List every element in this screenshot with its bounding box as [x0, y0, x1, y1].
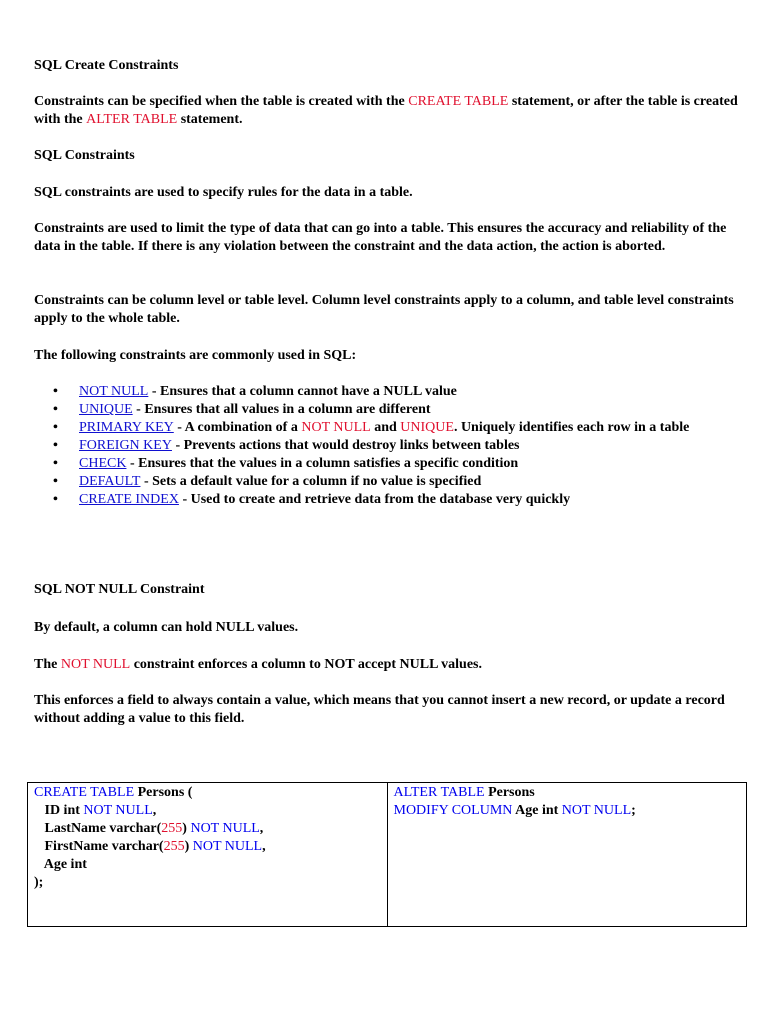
bullet-icon: •	[53, 402, 58, 417]
list-item	[34, 401, 734, 419]
code-line: Age int	[34, 857, 87, 872]
intro-text-1: Constraints can be specified when the table is created with the	[34, 94, 409, 109]
code-text: FirstName varchar(	[34, 839, 164, 854]
unique-link[interactable]: UNIQUE	[79, 402, 133, 417]
list-intro: The following constraints are commonly used in SQL:	[34, 348, 357, 363]
list-item-desc: - Ensures that a column cannot have a NULL value	[148, 384, 457, 399]
bullet-icon: •	[53, 456, 58, 471]
create-index-link[interactable]: CREATE INDEX	[79, 492, 179, 507]
list-item	[34, 473, 734, 491]
code-line: );	[34, 875, 44, 890]
sql-keyword: NOT NULL	[192, 839, 263, 854]
bullet-icon: •	[53, 474, 58, 489]
paragraph-not-null	[34, 656, 744, 674]
alter-table-code-cell	[387, 783, 747, 927]
not-null-heading: SQL NOT NULL Constraint	[34, 582, 205, 597]
sql-keyword: MODIFY COLUMN	[393, 803, 513, 818]
sql-keyword: NOT NULL	[561, 803, 632, 818]
code-examples-table	[27, 782, 747, 927]
code-text: Persons	[484, 785, 535, 800]
code-text: Persons (	[134, 785, 193, 800]
list-item	[34, 383, 734, 401]
sql-keyword: CREATE TABLE	[34, 785, 135, 800]
section-heading: SQL Constraints	[34, 148, 135, 163]
default-link[interactable]: DEFAULT	[79, 474, 141, 489]
code-line	[34, 802, 381, 820]
text-post: constraint enforces a column to NOT accept NULL values.	[130, 657, 482, 672]
code-text: ;	[631, 803, 636, 818]
list-item-desc: - Used to create and retrieve data from the database very quickly	[178, 492, 571, 507]
code-number: 255	[161, 821, 183, 836]
code-line	[34, 838, 381, 856]
code-line	[394, 784, 741, 802]
code-line	[34, 820, 381, 838]
intro-text-3: statement.	[177, 112, 243, 127]
constraints-list	[34, 383, 734, 509]
code-line	[394, 802, 741, 820]
code-line	[34, 784, 381, 802]
list-item	[34, 491, 734, 509]
list-item-desc: - Sets a default value for a column if no value is specified	[140, 474, 482, 489]
paragraph-enforce: This enforces a field to always contain a value, which means that you cannot insert a new record, or update a record without adding a value to this field.	[34, 693, 725, 726]
code-text: )	[182, 821, 191, 836]
unique-keyword: UNIQUE	[400, 420, 454, 435]
sql-keyword: NOT NULL	[83, 803, 153, 818]
paragraph-levels: Constraints can be column level or table level. Column level constraints apply to a column, and table level constraints apply to the whole table.	[34, 293, 734, 326]
paragraph-limits: Constraints are used to limit the type of data that can go into a table. This ensures the accuracy and reliability of the data in the table. If there is any violation between the constraint and the data action, the action is aborted.	[34, 221, 727, 254]
list-item-desc: - A combination of a	[173, 420, 302, 435]
code-text: ,	[262, 839, 266, 854]
list-item	[34, 455, 734, 473]
list-item-desc: - Prevents actions that would destroy links between tables	[171, 438, 520, 453]
text-pre: The	[34, 657, 61, 672]
code-text: Age int	[512, 803, 562, 818]
code-text: ID int	[34, 803, 84, 818]
check-link[interactable]: CHECK	[79, 456, 127, 471]
list-item	[34, 419, 734, 437]
code-text: )	[184, 839, 193, 854]
create-table-code-cell	[28, 783, 388, 927]
list-item-desc: - Ensures that the values in a column satisfies a specific condition	[126, 456, 519, 471]
sql-keyword: ALTER TABLE	[393, 785, 485, 800]
foreign-key-link[interactable]: FOREIGN KEY	[79, 438, 172, 453]
bullet-icon: •	[53, 492, 58, 507]
list-item-desc: and	[370, 420, 401, 435]
sql-keyword: NOT NULL	[190, 821, 260, 836]
code-text: ,	[259, 821, 264, 836]
list-item-desc: . Uniquely identifies each row in a table	[453, 420, 690, 435]
paragraph-default-null: By default, a column can hold NULL values.	[34, 620, 299, 635]
intro-paragraph	[34, 93, 744, 129]
not-null-keyword: NOT NULL	[301, 420, 371, 435]
bullet-icon: •	[53, 438, 58, 453]
page-title: SQL Create Constraints	[34, 58, 179, 73]
list-item	[34, 437, 734, 455]
code-text: LastName varchar(	[34, 821, 162, 836]
code-number: 255	[163, 839, 185, 854]
primary-key-link[interactable]: PRIMARY KEY	[79, 420, 174, 435]
not-null-keyword: NOT NULL	[60, 657, 131, 672]
paragraph-rules: SQL constraints are used to specify rules for the data in a table.	[34, 185, 413, 200]
intro-text-2: statement, or after the table is created with the	[34, 94, 738, 127]
create-table-keyword: CREATE TABLE	[408, 94, 509, 109]
bullet-icon: •	[53, 384, 58, 399]
bullet-icon: •	[53, 420, 58, 435]
not-null-link[interactable]: NOT NULL	[79, 384, 149, 399]
alter-table-keyword: ALTER TABLE	[86, 112, 178, 127]
code-text: ,	[152, 803, 157, 818]
list-item-desc: - Ensures that all values in a column are different	[132, 402, 431, 417]
